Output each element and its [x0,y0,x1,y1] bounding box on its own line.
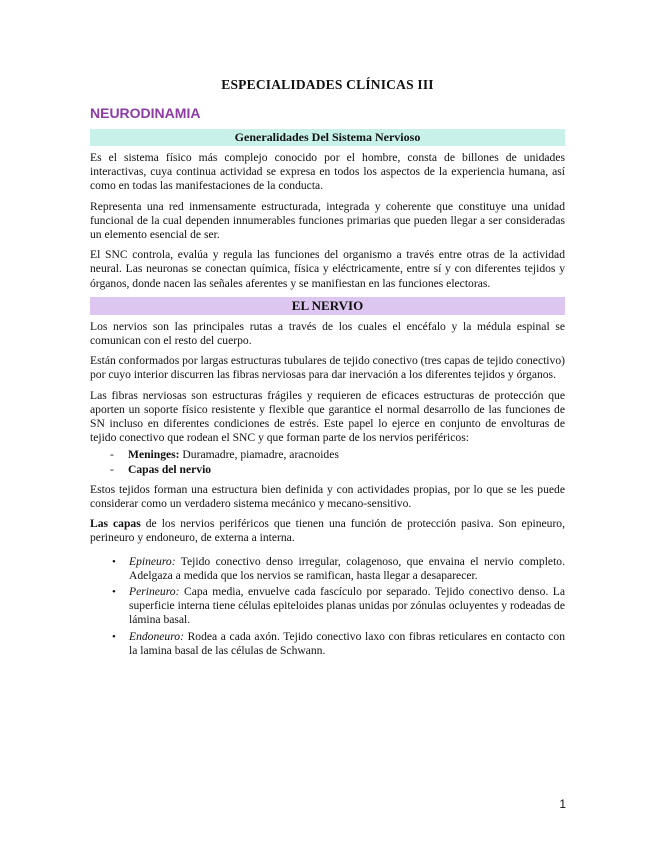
dash-marker: - [110,462,114,476]
nervio-paragraph-4: Estos tejidos forman una estructura bien definida y con actividades propias, por lo que se les puede considerar como un verdadero sistema mecánico y mecano-sensitivo. [90,482,565,511]
page-number: 1 [559,797,566,811]
dash-marker: - [110,448,114,462]
bullet-term: Endoneuro: [129,629,184,643]
generalidades-paragraph-1: Es el sistema físico más complejo conocido por el hombre, consta de billones de unidades interactivas, cuya continua actividad se expresa en todos los aspectos de la experiencia humana, así como en todas las manifestaciones de la conducta. [90,151,565,193]
bullet-text: Tejido conectivo denso irregular, colagenoso, que envaina el nervio completo. Adelgaza a medida que los nervios se ramifican, hasta llegar a desaparecer. [129,554,565,582]
list-item-label: Capas del nervio [128,462,212,476]
bullet-term: Epineuro: [129,554,176,568]
capas-intro-bold: Las capas [90,517,141,531]
nervio-paragraph-2: Están conformados por largas estructuras tubulares de tejido conectivo (tres capas de tejido conectivo) por cuyo interior discurren las fibras nerviosas para dar inervación a los diferentes tejidos y órganos. [90,354,565,382]
envolturas-list [90,448,565,476]
bullet-marker: • [112,586,116,599]
list-item-label: Meninges: [128,448,180,462]
capas-intro [90,517,565,545]
list-item [112,630,565,658]
list-item [110,448,565,462]
generalidades-paragraph-2: Representa una red inmensamente estructurada, integrada y coherente que constituye una unidad funcional de la cual dependen innumerables funciones primarias que pueden llegar a ser consideradas un elemento esencial de ser. [90,199,565,242]
capas-intro-rest: de los nervios periféricos que tienen una función de protección pasiva. Son epineuro, perineuro y endoneuro, de externa a interna. [90,517,566,545]
list-item [112,555,565,583]
section-title: NEURODINAMIA [90,105,201,121]
bullet-term: Perineuro: [129,585,180,599]
nervio-paragraph-3: Las fibras nerviosas son estructuras frágiles y requieren de eficaces estructuras de protección que aporten un soporte físico resistente y flexible que garantice el normal desarrollo de las funciones de SN incluso en diferentes condiciones de estrés. Este papel lo ejerce en conjunto de envolturas de tejido conectivo que rodean el SNC y que forman parte de los nervios periféricos: [90,388,565,445]
list-item [112,585,565,628]
page-content [90,77,565,660]
generalidades-heading: Generalidades Del Sistema Nervioso [90,129,565,146]
nervio-paragraph-1: Los nervios son las principales rutas a través de los cuales el encéfalo y la médula espinal se comunican con el resto del cuerpo. [90,319,565,348]
nervio-heading: EL NERVIO [90,297,565,315]
list-item [110,463,565,477]
capas-list [90,555,565,658]
document-title: ESPECIALIDADES CLÍNICAS III [221,77,434,92]
bullet-text: Capa media, envuelve cada fascículo por separado. Tejido conectivo denso. La superficie interna tiene células epiteloides planas unidas por zónulas ocluyentes y rodeadas de lámina basal. [129,585,565,627]
bullet-text: Rodea a cada axón. Tejido conectivo laxo con fibras reticulares en contacto con la lamina basal de las células de Schwann. [129,629,565,657]
bullet-marker: • [112,630,116,643]
generalidades-paragraph-3: El SNC controla, evalúa y regula las funciones del organismo a través entre otras de la actividad neural. Las neuronas se conectan química, física y eléctricamente, entre sí y con diferentes tejidos y órganos, donde nacen las señales aferentes y se manifiestan en las funciones electoras. [90,248,565,290]
list-item-text: Duramadre, piamadre, aracnoides [179,448,339,462]
bullet-marker: • [112,555,116,568]
